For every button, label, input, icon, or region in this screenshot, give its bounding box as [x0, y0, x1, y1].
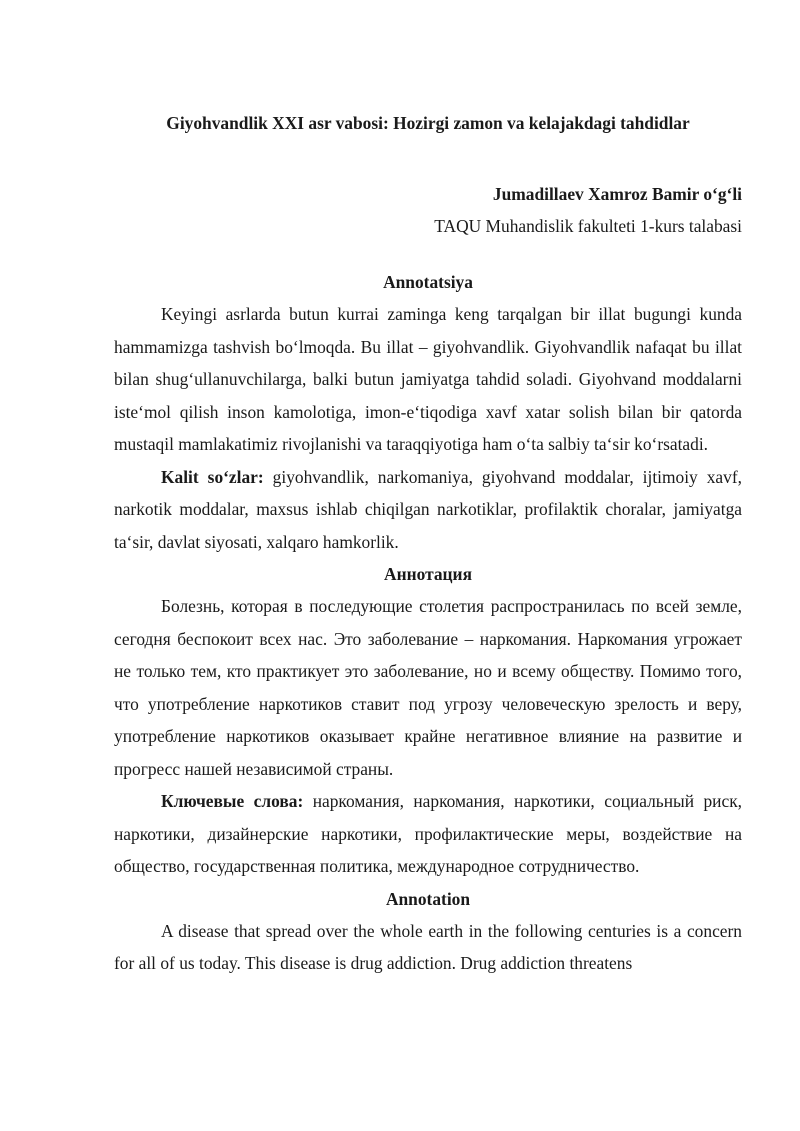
document-title: Giyohvandlik XXI asr vabosi: Hozirgi zamon va kelajakdagi tahdidlar: [166, 113, 690, 133]
ru-abstract-text: Болезнь, которая в последующие столетия распространилась по всей земле, сегодня беспокоит всех нас. Это заболевание – наркомания. Наркомания угрожает не только тем, кто практикует это заболевание, но и всему обществу. Помимо того, что употребление наркотиков ставит под угрозу человеческую зрелость и веру, употребление наркотиков оказывает крайне негативное влияние на развитие и прогресс нашей независимой страны.: [114, 596, 742, 779]
document-page: [114, 110, 742, 980]
ru-keywords: [114, 785, 742, 883]
ru-keywords-label: Ключевые слова:: [161, 791, 304, 811]
ru-abstract-heading: Аннотация: [384, 564, 472, 584]
uz-keywords-label: Kalit so‘zlar:: [161, 466, 264, 487]
uz-abstract-heading: Annotatsiya: [383, 272, 473, 292]
author-name: Jumadillaev Xamroz Bamir o‘g‘li: [492, 184, 742, 204]
author-affiliation: TAQU Muhandislik fakulteti 1-kurs talabasi: [434, 216, 742, 236]
en-abstract-text: A disease that spread over the whole earth in the following centuries is a concern for all of us today. This disease is drug addiction. Drug addiction threatens: [114, 920, 742, 973]
uz-keywords: [114, 461, 742, 559]
en-abstract-heading: Annotation: [385, 888, 471, 909]
uz-keywords-list: giyohvandlik, narkomaniya, giyohvand moddalar, ijtimoiy xavf, narkotik moddalar, maxsus ishlab chiqilgan narkotiklar, profilaktik choralar, jamiyatga ta‘sir, davlat siyosati, xalqaro hamkorlik.: [114, 466, 742, 552]
uz-abstract-text: Keyingi asrlarda butun kurrai zaminga keng tarqalgan bir illat bugungi kunda hammamizga tashvish bo‘lmoqda. Bu illat – giyohvandlik. Giyohvandlik nafaqat bu illat bilan shug‘ullanuvchilarga, balki butun jamiyatga tahdid soladi. Giyohvand moddalarni iste‘mol qilish inson kamolotiga, imon-e‘tiqodiga xavf xatar solish bilan bir qatorda mustaqil mamlakatimiz rivojlanishi va taraqqiyotiga ham o‘ta salbiy ta‘sir ko‘rsatadi.: [114, 304, 742, 454]
ru-keywords-list: наркомания, наркомания, наркотики, социальный риск, наркотики, дизайнерские наркотики, профилактические меры, воздействие на общество, государственная политика, международное сотрудничество.: [114, 791, 742, 876]
